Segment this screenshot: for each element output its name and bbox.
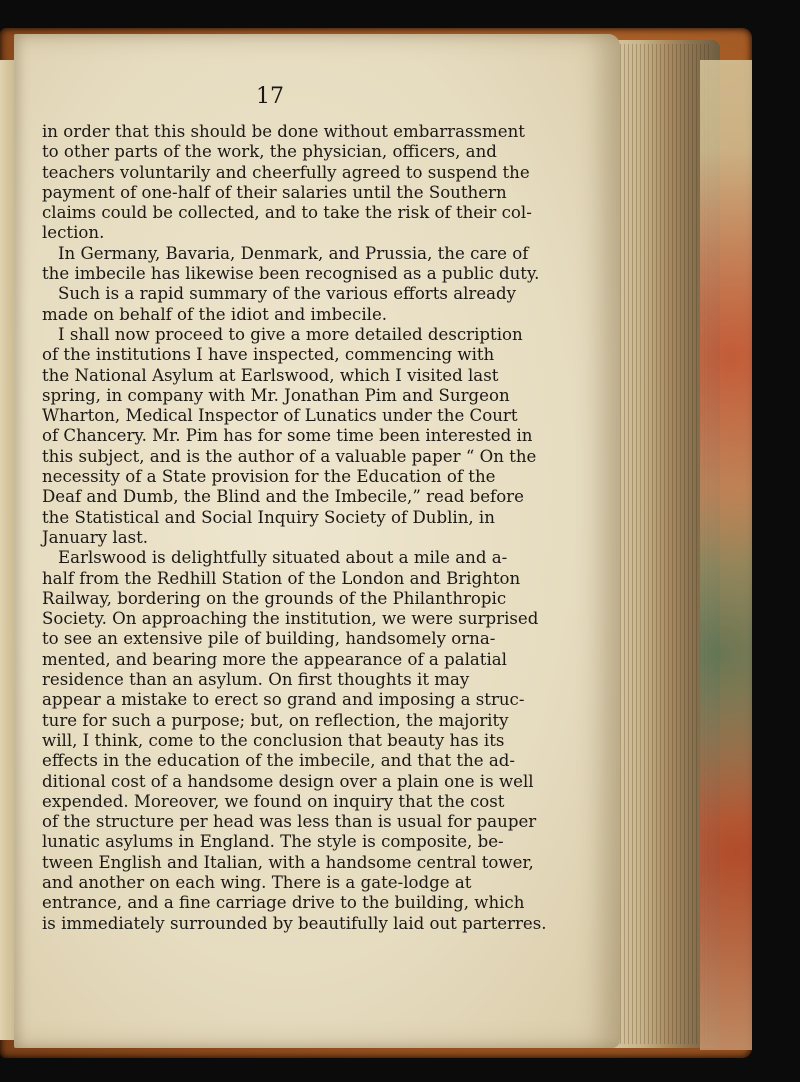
- text-line: in order that this should be done without embarrassment: [42, 122, 525, 141]
- text-line: Deaf and Dumb, the Blind and the Imbecile,” read before: [42, 487, 524, 507]
- text-line: to other parts of the work, the physician, officers, and: [42, 142, 497, 162]
- text-line: residence than an asylum. On first thoughts it may: [42, 670, 470, 690]
- text-line: is immediately surrounded by beautifully laid out parterres.: [42, 913, 547, 933]
- text-line: the imbecile has likewise been recognised as a public duty.: [42, 264, 540, 284]
- text-line: of the institutions I have inspected, commencing with: [42, 345, 495, 365]
- text-line: Railway, bordering on the grounds of the Philanthropic: [42, 588, 507, 608]
- text-line: entrance, and a fine carriage drive to the building, which: [42, 893, 525, 913]
- text-line: made on behalf of the idiot and imbecile.: [42, 304, 388, 324]
- text-line: mented, and bearing more the appearance of a palatial: [42, 649, 507, 669]
- text-line: Society. On approaching the institution, we were surprised: [42, 609, 539, 629]
- text-line: the National Asylum at Earlswood, which I visited last: [42, 365, 499, 385]
- text-line: claims could be collected, and to take the risk of their col-: [42, 203, 532, 223]
- page-text: [42, 122, 547, 934]
- text-line: will, I think, come to the conclusion that beauty has its: [42, 730, 505, 750]
- page-number: 17: [256, 84, 284, 109]
- left-page-edge: [0, 60, 14, 1040]
- text-line: In Germany, Bavaria, Denmark, and Prussia, the care of: [58, 243, 529, 263]
- text-line: lunatic asylums in England. The style is composite, be-: [42, 832, 504, 852]
- text-line: spring, in company with Mr. Jonathan Pim and Surgeon: [42, 385, 510, 405]
- text-line: of the structure per head was less than is usual for pauper: [42, 812, 537, 832]
- text-line: this subject, and is the author of a valuable paper “ On the: [42, 446, 537, 466]
- text-line: Earlswood is delightfully situated about a mile and a-: [58, 548, 508, 568]
- text-line: payment of one-half of their salaries until the Southern: [42, 182, 507, 202]
- text-line: of Chancery. Mr. Pim has for some time been interested in: [42, 426, 533, 446]
- text-line: lection.: [42, 223, 105, 243]
- text-line: Wharton, Medical Inspector of Lunatics under the Court: [42, 406, 518, 426]
- text-line: appear a mistake to erect so grand and imposing a struc-: [42, 690, 525, 710]
- text-line: ture for such a purpose; but, on reflection, the majority: [42, 710, 509, 730]
- text-line: the Statistical and Social Inquiry Society of Dublin, in: [42, 507, 495, 527]
- page-edge-lines: [612, 44, 712, 1044]
- text-line: necessity of a State provision for the Education of the: [42, 467, 496, 487]
- text-line: January last.: [42, 527, 149, 547]
- marbled-endpaper: [700, 60, 752, 1050]
- text-line: I shall now proceed to give a more detailed description: [58, 324, 523, 344]
- text-line: and another on each wing. There is a gate-lodge at: [42, 872, 472, 892]
- text-line: to see an extensive pile of building, handsomely orna-: [42, 629, 496, 649]
- text-line: expended. Moreover, we found on inquiry that the cost: [42, 791, 505, 811]
- text-line: tween English and Italian, with a handsome central tower,: [42, 852, 534, 872]
- text-line: effects in the education of the imbecile, and that the ad-: [42, 751, 516, 771]
- text-line: Such is a rapid summary of the various efforts already: [58, 284, 517, 304]
- text-line: half from the Redhill Station of the London and Brighton: [42, 568, 521, 588]
- text-line: teachers voluntarily and cheerfully agreed to suspend the: [42, 162, 530, 182]
- text-line: ditional cost of a handsome design over a plain one is well: [42, 771, 534, 791]
